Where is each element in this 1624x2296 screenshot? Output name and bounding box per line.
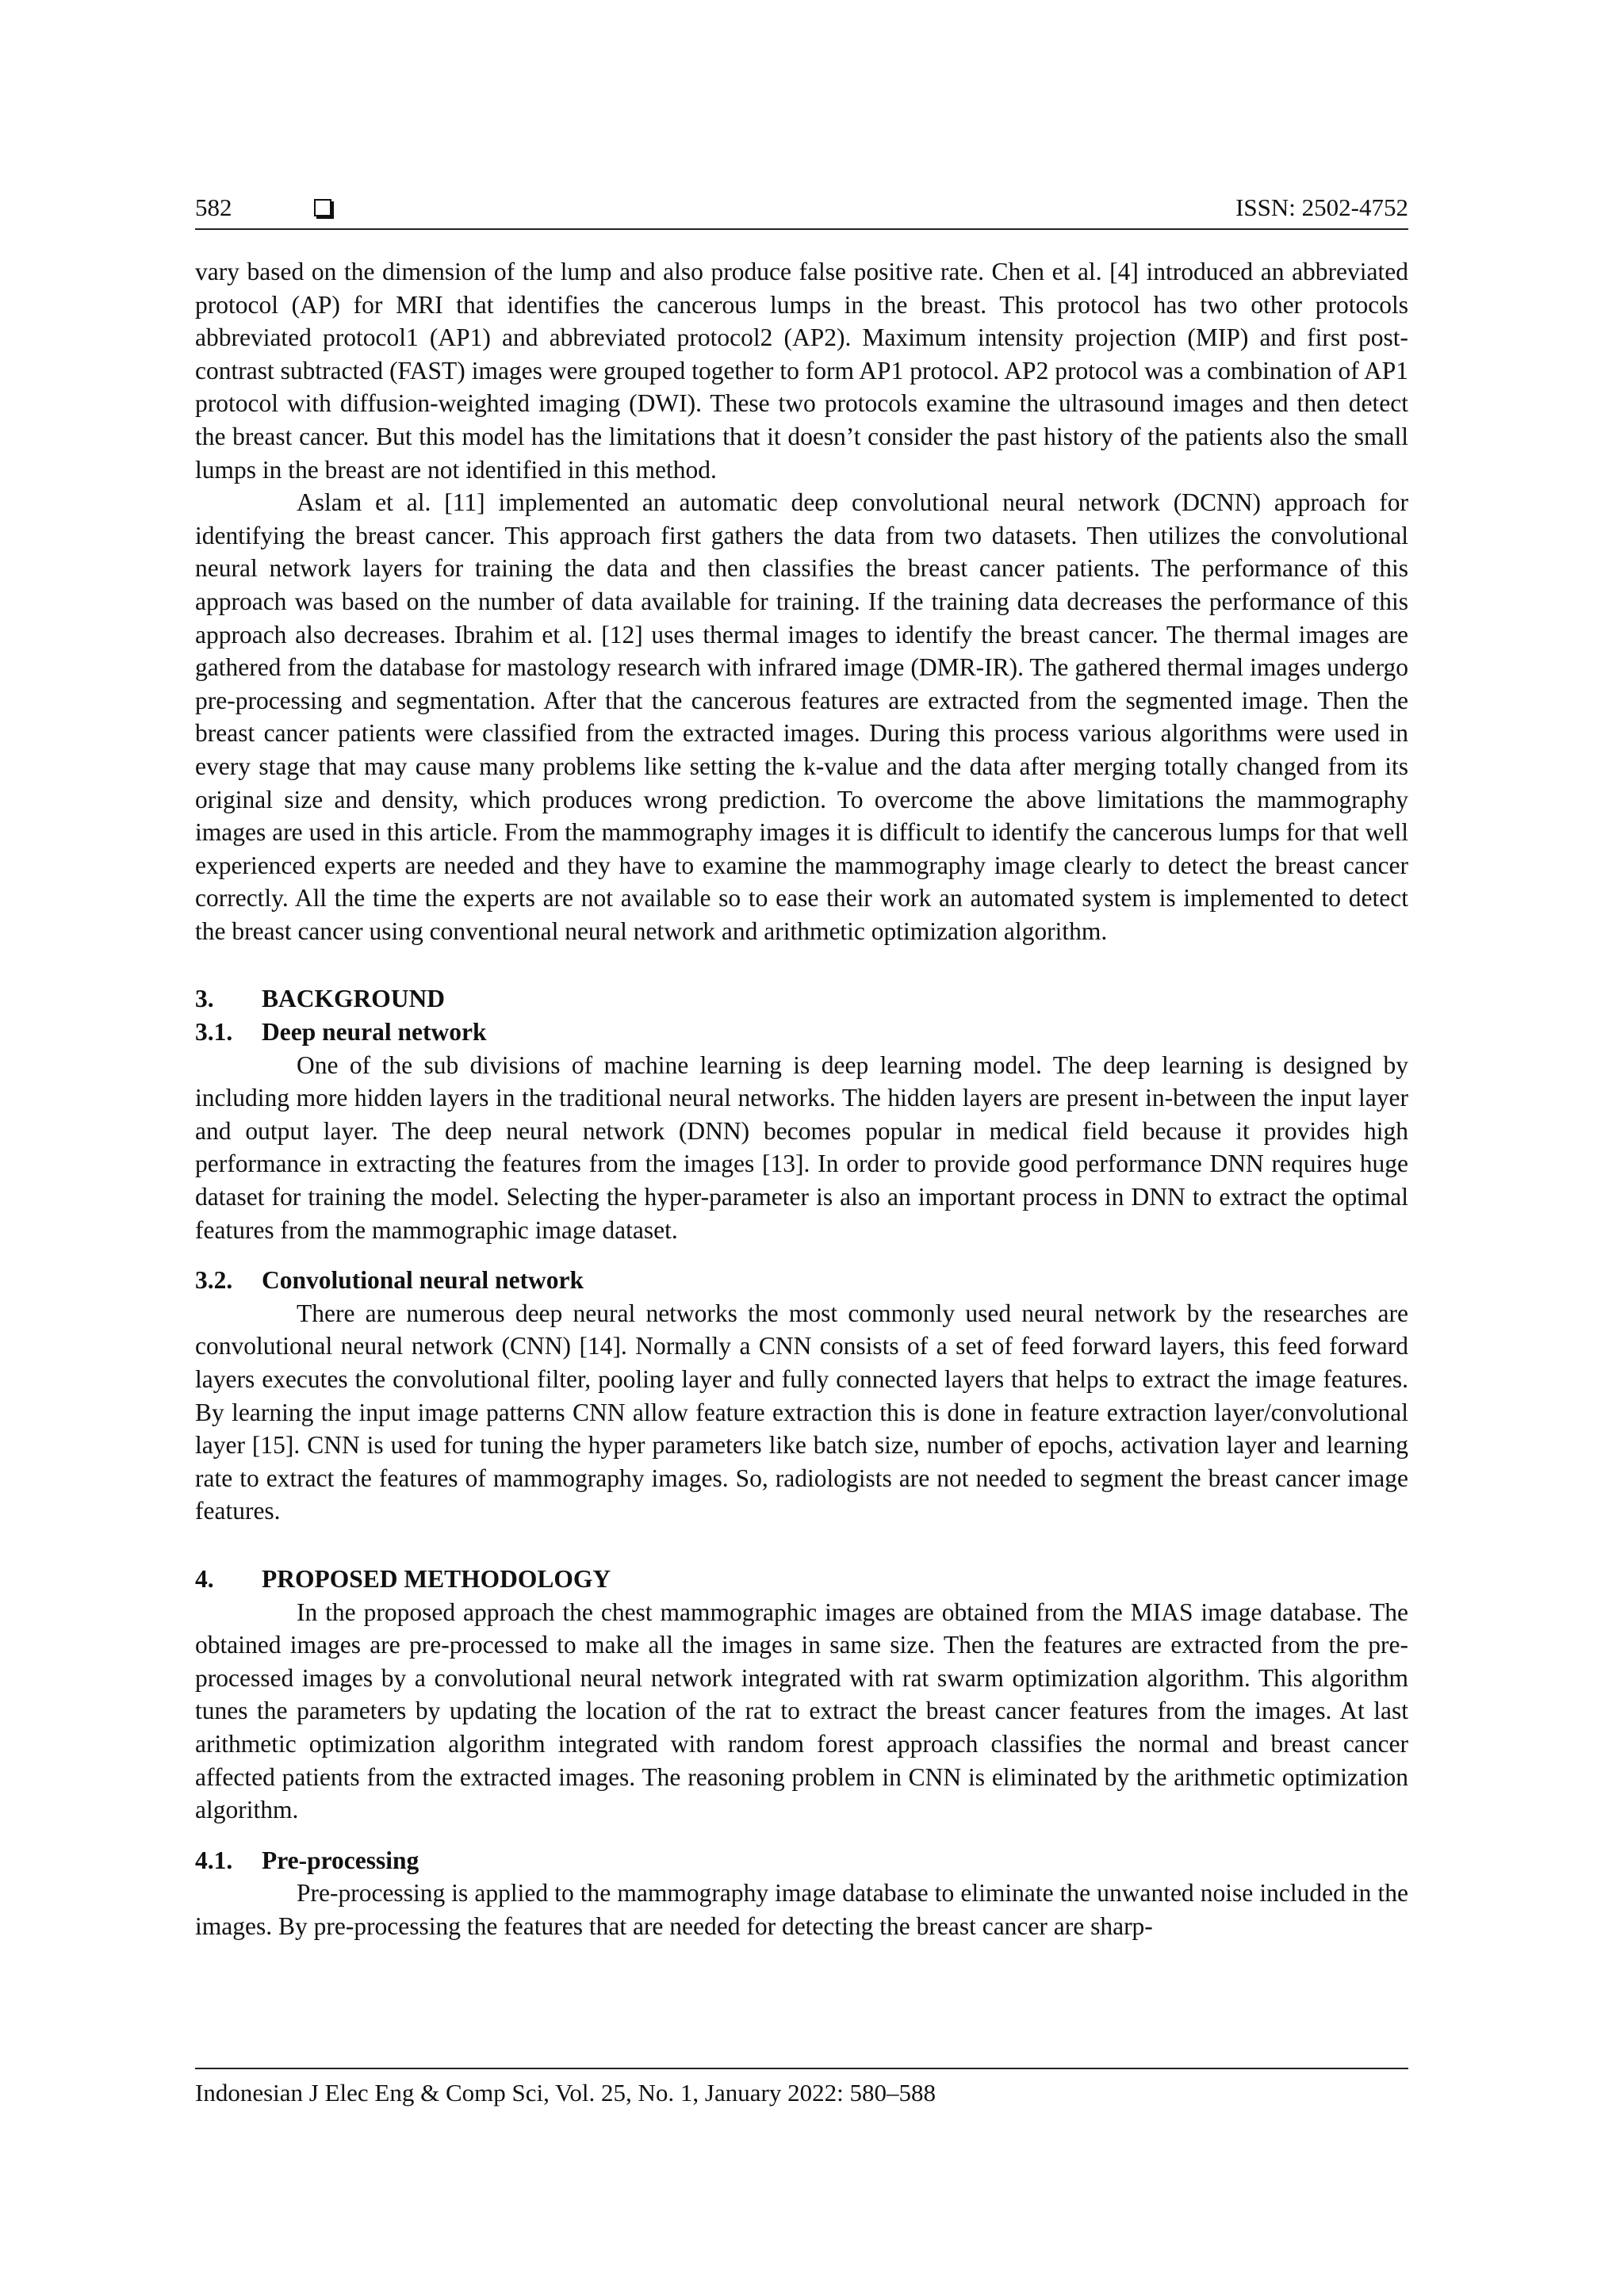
subsection-title: Convolutional neural network	[262, 1266, 584, 1295]
section-heading-background	[195, 982, 1408, 1016]
paragraph-cnn: There are numerous deep neural networks the most commonly used neural network by the researches are convolutional neural network (CNN) [14]. Normally a CNN consists of a set of feed forward layers, this feed forward layers executes the convolutional filter, pooling layer and fully connected layers that helps to extract the image features. By learning the input image patterns CNN allow feature extraction this is done in feature extraction layer/convolutional layer [15]. CNN is used for tuning the hyper parameters like batch size, number of epochs, activation layer and learning rate to extract the features of mammography images. So, radiologists are not needed to segment the breast cancer image features.	[195, 1299, 1408, 1525]
page-footer	[195, 2068, 1408, 2107]
paper-page	[195, 0, 1408, 2296]
subsection-number: 3.2.	[195, 1266, 233, 1295]
paragraph-related-work-2: Aslam et al. [11] implemented an automatic deep convolutional neural network (DCNN) approach for identifying the breast cancer. This approach first gathers the data from two datasets. Then utilizes the convolutional neural network layers for training the data and then classifies the breast cancer patients. The performance of this approach was based on the number of data available for training. If the training data decreases the performance of this approach also decreases. Ibrahim et al. [12] uses thermal images to identify the breast cancer. The thermal images are gathered from the database for mastology research with infrared image (DMR-IR). The gathered thermal images undergo pre-processing and segmentation. After that the cancerous features are extracted from the segmented image. Then the breast cancer patients were classified from the extracted images. During this process various algorithms were used in every stage that may cause many problems like setting the k-value and the data after merging totally changed from its original size and density, which produces wrong prediction. To overcome the above limitations the mammography images are used in this article. From the mammography images it is difficult to identify the cancerous lumps for that well experienced experts are needed and they have to examine the mammography image clearly to detect the breast cancer correctly. All the time the experts are not available so to ease their work an automated system is implemented to detect the breast cancer using conventional neural network and arithmetic optimization algorithm.	[195, 488, 1408, 945]
subsection-title: Pre-processing	[262, 1846, 419, 1874]
page-body	[195, 255, 1408, 1943]
journal-citation: Indonesian J Elec Eng & Comp Sci, Vol. 25, No. 1, January 2022: 580–588	[195, 2079, 936, 2107]
page-header	[195, 193, 1408, 230]
section-number: 3.	[195, 985, 214, 1013]
section-heading-methodology	[195, 1563, 1408, 1596]
paragraph-related-work-1: vary based on the dimension of the lump and also produce false positive rate. Chen et al. [4] introduced an abbreviated protocol (AP) for MRI that identifies the cancerous lumps in the breast. This protocol has two other protocols abbreviated protocol1 (AP1) and abbreviated protocol2 (AP2). Maximum intensity projection (MIP) and first post-contrast subtracted (FAST) images were grouped together to form AP1 protocol. AP2 protocol was a combination of AP1 protocol with diffusion-weighted imaging (DWI). These two protocols examine the ultrasound images and then detect the breast cancer. But this model has the limitations that it doesn’t consider the past history of the patients also the small lumps in the breast are not identified in this method.	[195, 258, 1408, 484]
page-number: 582	[195, 193, 232, 221]
subsection-title: Deep neural network	[262, 1018, 487, 1047]
subsection-number: 3.1.	[195, 1018, 233, 1047]
section-title: PROPOSED METHODOLOGY	[262, 1564, 611, 1593]
paragraph-methodology: In the proposed approach the chest mammographic images are obtained from the MIAS image database. The obtained images are pre-processed to make all the images in same size. Then the features are extracted from the pre-processed images by a convolutional neural network integrated with rat swarm optimization algorithm. This algorithm tunes the parameters by updating the location of the rat to extract the breast cancer features from the images. At last arithmetic optimization algorithm integrated with random forest approach classifies the normal and breast cancer affected patients from the extracted images. The reasoning problem in CNN is eliminated by the arithmetic optimization algorithm.	[195, 1598, 1408, 1824]
paragraph-preprocessing: Pre-processing is applied to the mammography image database to eliminate the unwanted noise included in the images. By pre-processing the features that are needed for detecting the breast cancer are sharp-	[195, 1879, 1408, 1940]
subsection-heading-cnn	[195, 1264, 1408, 1297]
paragraph-dnn: One of the sub divisions of machine learning is deep learning model. The deep learning is designed by including more hidden layers in the traditional neural networks. The hidden layers are present in-between the input layer and output layer. The deep neural network (DNN) becomes popular in medical field because it provides high performance in extracting the features from the images [13]. In order to provide good performance DNN requires huge dataset for training the model. Selecting the hyper-parameter is also an important process in DNN to extract the optimal features from the mammographic image dataset.	[195, 1050, 1408, 1244]
section-number: 4.	[195, 1564, 214, 1593]
section-title: BACKGROUND	[262, 985, 446, 1013]
subsection-heading-dnn	[195, 1016, 1408, 1049]
subsection-number: 4.1.	[195, 1846, 233, 1874]
square-icon	[314, 199, 331, 216]
issn-label: ISSN: 2502-4752	[1235, 193, 1408, 221]
subsection-heading-preprocessing	[195, 1844, 1408, 1877]
